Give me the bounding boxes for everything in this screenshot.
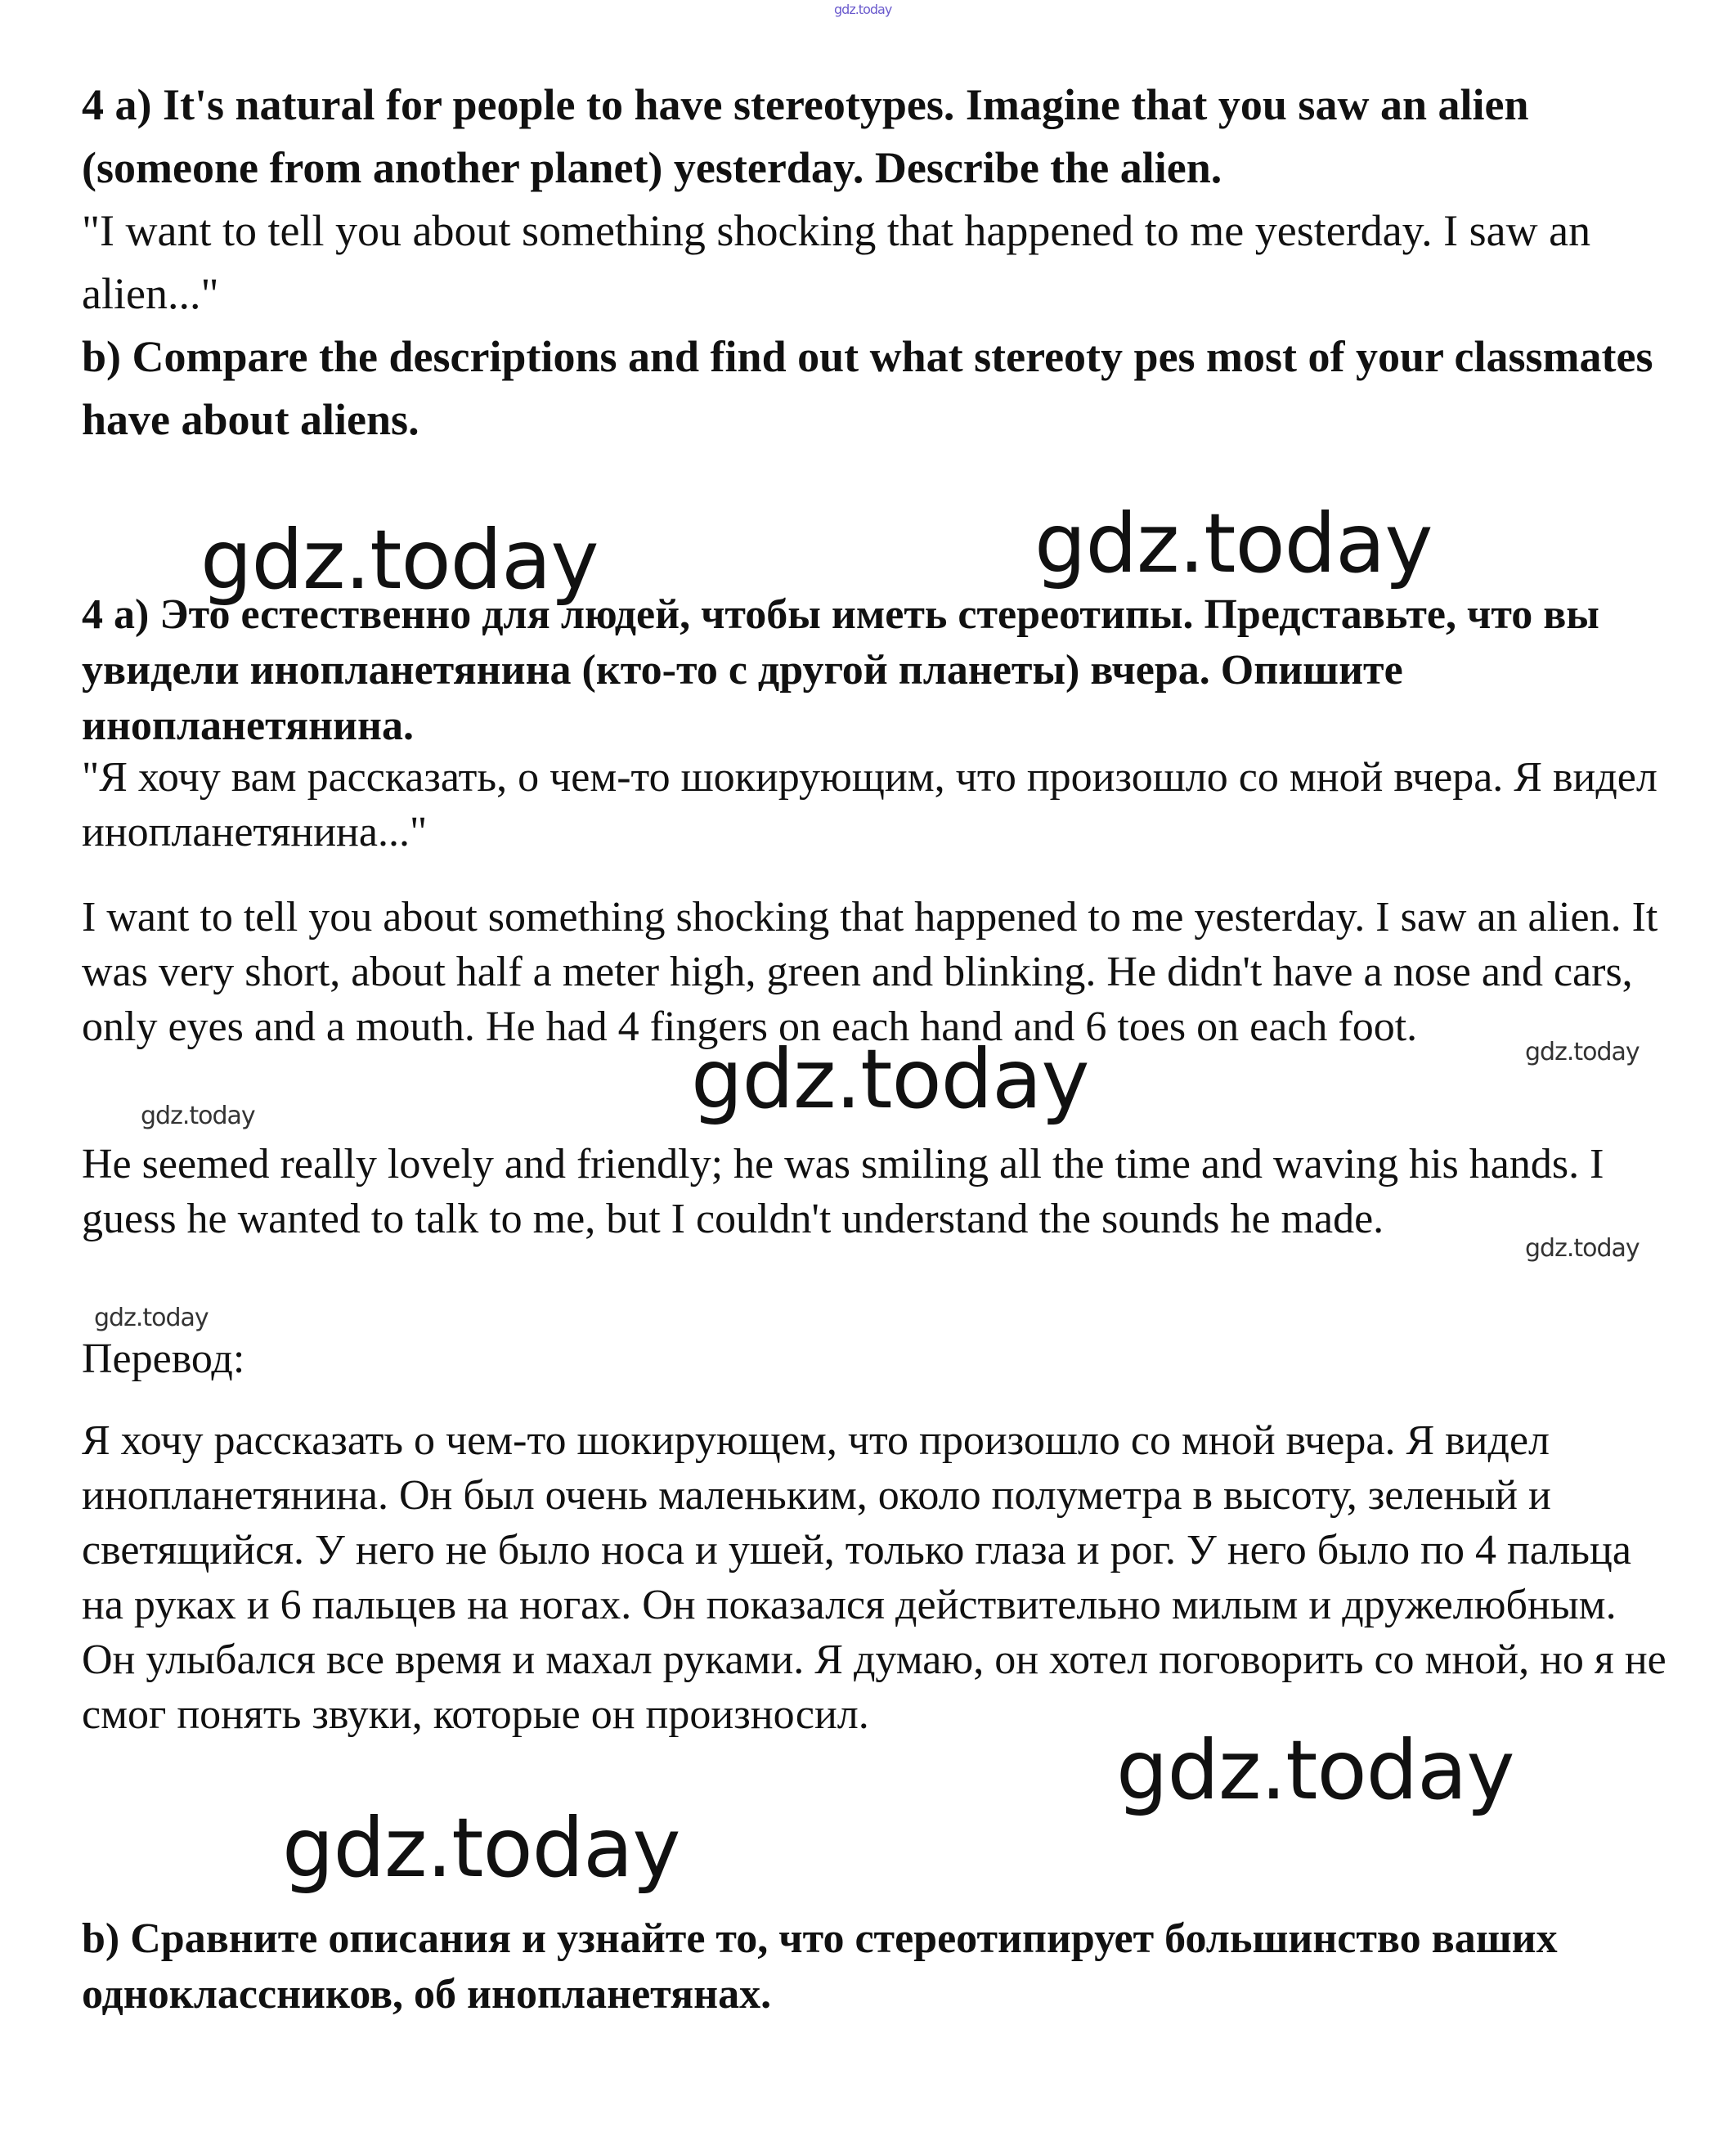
watermark-small-3: gdz.today — [1525, 1234, 1640, 1263]
translation-label: Перевод: — [82, 1336, 245, 1382]
task-heading-a-en: 4 a) It's natural for people to have stereotypes. Imagine that you saw an alien (someone from another planet) yesterday. Describe the alien. — [82, 80, 1529, 192]
watermark-large-5: gdz.today — [282, 1800, 680, 1896]
watermark-large-1: gdz.today — [200, 512, 599, 608]
task-heading-b-ru: b) Сравните описания и узнайте то, что стереотипирует большинство ваших одноклассников, об инопланетянах. — [82, 1915, 1558, 2018]
watermark-large-2: gdz.today — [1034, 496, 1433, 591]
watermark-small-2: gdz.today — [141, 1102, 255, 1130]
translation-text: Я хочу рассказать о чем-то шокирующем, что произошло со мной вчера. Я видел инопланетянина. Он был очень маленьким, около полуметра в высоту, зеленый и светящийся. У него не было носа и ушей, только глаза и рог. У него было по 4 пальца на руках и 6 пальцев на ногах. Он показался действительно милым и дружелюбным. Он улыбался все время и махал руками. Я думаю, он хотел поговорить со мной, но я не смог понять звуки, которые он произносил. — [82, 1417, 1666, 1738]
watermark-top: gdz.today — [834, 2, 892, 17]
watermark-small-1: gdz.today — [1525, 1038, 1640, 1066]
answer-paragraph-2: He seemed really lovely and friendly; he was smiling all the time and waving his hands. I guess he wanted to talk to me, but I couldn't understand the sounds he made. — [82, 1141, 1604, 1242]
task-heading-a-ru: 4 а) Это естественно для людей, чтобы иметь стереотипы. Представьте, что вы увидели инопланетянина (кто-то с другой планеты) вчера. Опишите инопланетянина. — [82, 591, 1599, 749]
watermark-large-3: gdz.today — [691, 1031, 1089, 1127]
watermark-small-4: gdz.today — [94, 1304, 209, 1332]
task-quote-ru: "Я хочу вам рассказать, о чем-то шокирующим, что произошло со мной вчера. Я видел инопланетянина..." — [82, 754, 1657, 855]
watermark-large-4: gdz.today — [1116, 1722, 1514, 1818]
task-quote-en: "I want to tell you about something shocking that happened to me yesterday. I saw an alien..." — [82, 206, 1591, 318]
answer-paragraph-1: I want to tell you about something shocking that happened to me yesterday. I saw an alien. It was very short, about half a meter high, green and blinking. He didn't have a nose and cars, only eyes and a mouth. He had 4 fingers on each hand and 6 toes on each foot. — [82, 894, 1658, 1050]
task-heading-b-en: b) Compare the descriptions and find out what stereoty pes most of your classmates have about aliens. — [82, 332, 1653, 444]
